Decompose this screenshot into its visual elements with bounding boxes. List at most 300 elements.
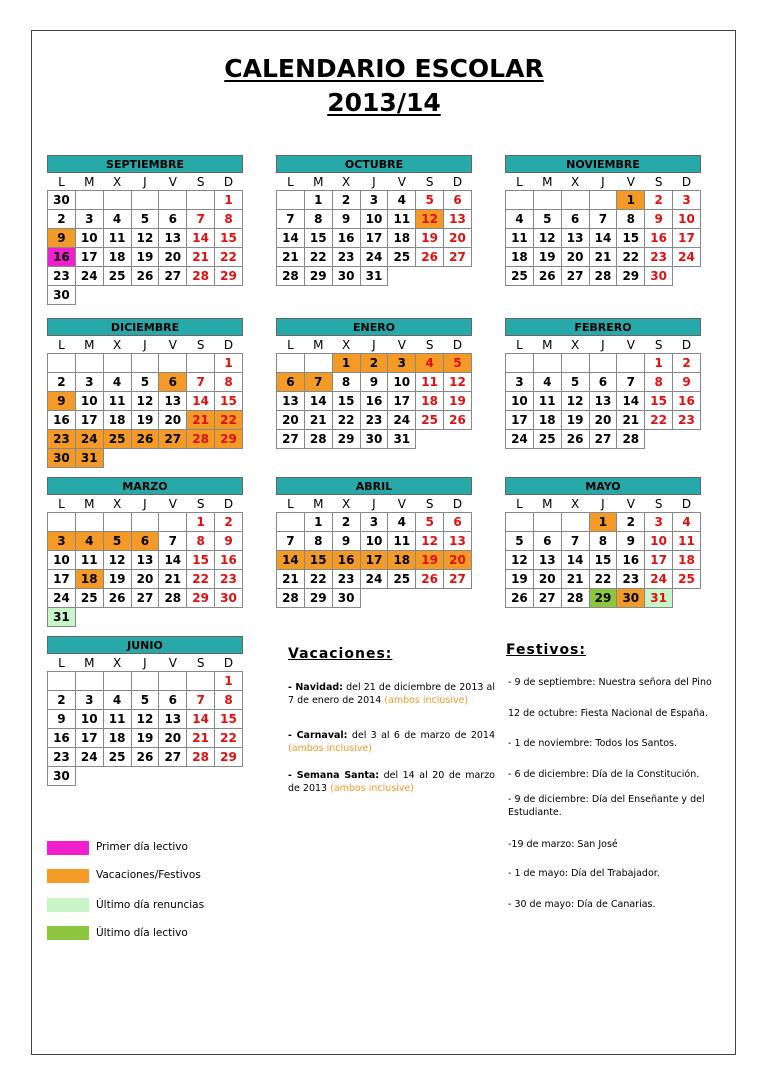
day-cell: 10	[506, 392, 534, 411]
legend-swatch-renunciations	[47, 898, 89, 912]
day-cell	[589, 354, 617, 373]
day-cell: 6	[444, 513, 472, 532]
day-cell: 18	[103, 248, 131, 267]
day-cell: 20	[561, 248, 589, 267]
day-cell	[131, 354, 159, 373]
day-cell: 30	[48, 286, 76, 305]
month-table	[276, 155, 472, 286]
month-header: NOVIEMBRE	[506, 156, 701, 173]
day-cell: 14	[304, 392, 332, 411]
day-cell: 1	[589, 513, 617, 532]
weekday-label: D	[681, 496, 692, 511]
day-cell: 6	[277, 373, 305, 392]
weekday-label: J	[372, 496, 376, 511]
day-cell: 26	[506, 589, 534, 608]
day-cell: 29	[215, 430, 243, 449]
weekday-label: X	[570, 174, 580, 189]
day-cell: 9	[360, 373, 388, 392]
vacaciones-navidad: - Navidad: del 21 de diciembre de 2013 al 7 de enero de 2014 (ambos inclusive)	[288, 682, 495, 706]
weekday-label: L	[287, 337, 294, 352]
festivo-item: - 6 de diciembre: Día de la Constitución.	[508, 769, 700, 780]
day-cell: 12	[561, 392, 589, 411]
day-cell: 27	[444, 248, 472, 267]
day-cell: 28	[187, 748, 215, 767]
day-cell: 23	[48, 267, 76, 286]
day-cell: 13	[589, 392, 617, 411]
day-cell: 17	[388, 392, 416, 411]
day-cell: 8	[645, 373, 673, 392]
weekday-label: M	[84, 655, 95, 670]
month-febrero	[505, 318, 701, 449]
day-cell: 4	[103, 691, 131, 710]
day-cell: 23	[215, 570, 243, 589]
weekday-label: V	[168, 174, 177, 189]
weekday-label: L	[58, 655, 65, 670]
weekday-label: S	[196, 655, 205, 670]
day-cell: 4	[416, 354, 444, 373]
day-cell: 25	[75, 589, 103, 608]
day-cell: 14	[589, 229, 617, 248]
weekday-label: D	[223, 337, 234, 352]
day-cell: 1	[187, 513, 215, 532]
day-cell: 31	[48, 608, 76, 627]
day-cell: 3	[48, 532, 76, 551]
weekday-label: M	[84, 174, 95, 189]
day-cell: 12	[131, 229, 159, 248]
day-cell: 5	[103, 532, 131, 551]
day-cell: 16	[48, 729, 76, 748]
day-cell: 7	[561, 532, 589, 551]
day-cell: 17	[75, 729, 103, 748]
day-cell: 10	[48, 551, 76, 570]
day-cell: 3	[360, 191, 388, 210]
day-cell	[444, 430, 472, 449]
day-cell: 15	[215, 229, 243, 248]
weekday-label: X	[112, 174, 122, 189]
day-cell	[187, 286, 215, 305]
month-septiembre	[47, 155, 243, 305]
day-cell: 5	[533, 210, 561, 229]
weekday-label: D	[681, 337, 692, 352]
day-cell: 13	[444, 532, 472, 551]
day-cell: 8	[215, 691, 243, 710]
day-cell: 24	[75, 748, 103, 767]
day-cell: 14	[187, 392, 215, 411]
weekday-label: S	[196, 174, 205, 189]
day-cell: 17	[506, 411, 534, 430]
day-cell: 19	[131, 248, 159, 267]
day-cell: 7	[187, 210, 215, 229]
day-cell: 30	[48, 767, 76, 786]
day-cell: 18	[388, 229, 416, 248]
day-cell: 12	[131, 392, 159, 411]
day-cell: 10	[388, 373, 416, 392]
month-octubre	[276, 155, 472, 286]
day-cell: 14	[617, 392, 645, 411]
day-cell: 31	[75, 449, 103, 468]
day-cell: 18	[533, 411, 561, 430]
day-cell: 8	[304, 210, 332, 229]
day-cell: 29	[304, 267, 332, 286]
weekday-label: S	[196, 337, 205, 352]
weekday-label: J	[143, 174, 147, 189]
day-cell	[75, 354, 103, 373]
day-cell	[103, 286, 131, 305]
legend-swatch-vacation	[47, 869, 89, 883]
day-cell: 12	[103, 551, 131, 570]
festivos-title: Festivos:	[506, 642, 586, 658]
day-cell: 16	[48, 411, 76, 430]
weekday-label: J	[372, 174, 376, 189]
day-cell: 3	[75, 691, 103, 710]
weekday-label: L	[58, 496, 65, 511]
day-cell: 18	[103, 411, 131, 430]
day-cell: 7	[277, 210, 305, 229]
weekday-label: L	[287, 174, 294, 189]
day-cell	[617, 354, 645, 373]
day-cell	[75, 286, 103, 305]
day-cell	[131, 449, 159, 468]
day-cell	[561, 513, 589, 532]
weekday-label: M	[313, 496, 324, 511]
day-cell: 13	[533, 551, 561, 570]
day-cell: 27	[444, 570, 472, 589]
weekday-label: S	[654, 337, 663, 352]
day-cell: 4	[103, 210, 131, 229]
festivo-item: 12 de octubre: Fiesta Nacional de España.	[508, 708, 709, 719]
day-cell: 15	[215, 392, 243, 411]
month-table	[505, 155, 701, 286]
day-cell: 15	[332, 392, 360, 411]
day-cell: 22	[215, 729, 243, 748]
day-cell: 6	[444, 191, 472, 210]
month-abril	[276, 477, 472, 608]
day-cell: 3	[506, 373, 534, 392]
day-cell: 6	[159, 210, 187, 229]
day-cell: 2	[332, 513, 360, 532]
day-cell: 8	[332, 373, 360, 392]
day-cell: 4	[75, 532, 103, 551]
legend-swatch-last-day	[47, 926, 89, 940]
day-cell: 19	[131, 411, 159, 430]
weekday-label: L	[58, 174, 65, 189]
day-cell: 10	[75, 710, 103, 729]
day-cell: 27	[589, 430, 617, 449]
day-cell	[103, 672, 131, 691]
weekday-label: J	[601, 496, 605, 511]
weekday-label: J	[601, 174, 605, 189]
day-cell: 11	[506, 229, 534, 248]
day-cell	[561, 354, 589, 373]
month-header: SEPTIEMBRE	[48, 156, 243, 173]
day-cell: 15	[645, 392, 673, 411]
day-cell: 13	[159, 229, 187, 248]
day-cell: 22	[332, 411, 360, 430]
weekday-label: X	[570, 496, 580, 511]
day-cell: 3	[388, 354, 416, 373]
day-cell	[103, 513, 131, 532]
day-cell: 2	[673, 354, 701, 373]
day-cell: 2	[645, 191, 673, 210]
day-cell: 10	[360, 532, 388, 551]
day-cell: 14	[277, 229, 305, 248]
day-cell: 22	[617, 248, 645, 267]
day-cell: 2	[48, 691, 76, 710]
day-cell: 12	[131, 710, 159, 729]
day-cell	[444, 589, 472, 608]
day-cell: 13	[131, 551, 159, 570]
day-cell: 3	[360, 513, 388, 532]
month-diciembre	[47, 318, 243, 468]
day-cell: 27	[561, 267, 589, 286]
weekday-label: M	[313, 337, 324, 352]
weekday-label: D	[223, 655, 234, 670]
day-cell: 9	[332, 210, 360, 229]
month-junio	[47, 636, 243, 786]
day-cell	[103, 767, 131, 786]
weekday-label: X	[112, 337, 122, 352]
day-cell: 21	[187, 248, 215, 267]
day-cell: 13	[561, 229, 589, 248]
day-cell: 7	[589, 210, 617, 229]
day-cell: 26	[533, 267, 561, 286]
day-cell	[215, 767, 243, 786]
day-cell: 28	[561, 589, 589, 608]
weekday-label: S	[425, 174, 434, 189]
month-enero	[276, 318, 472, 449]
day-cell: 10	[75, 229, 103, 248]
day-cell: 23	[360, 411, 388, 430]
day-cell: 21	[187, 729, 215, 748]
day-cell: 27	[159, 430, 187, 449]
month-header: ENERO	[277, 319, 472, 336]
day-cell: 28	[277, 267, 305, 286]
day-cell: 30	[617, 589, 645, 608]
weekday-label: S	[654, 496, 663, 511]
day-cell	[75, 513, 103, 532]
day-cell: 17	[360, 551, 388, 570]
month-table	[47, 318, 243, 468]
day-cell	[444, 267, 472, 286]
day-cell: 15	[304, 229, 332, 248]
day-cell: 2	[215, 513, 243, 532]
day-cell: 24	[360, 248, 388, 267]
day-cell: 26	[416, 570, 444, 589]
day-cell: 25	[103, 430, 131, 449]
day-cell: 15	[589, 551, 617, 570]
day-cell: 31	[388, 430, 416, 449]
day-cell	[131, 672, 159, 691]
weekday-label: V	[626, 496, 635, 511]
day-cell: 8	[589, 532, 617, 551]
day-cell: 20	[131, 570, 159, 589]
day-cell: 14	[187, 710, 215, 729]
day-cell: 16	[332, 229, 360, 248]
day-cell: 24	[48, 589, 76, 608]
day-cell: 16	[617, 551, 645, 570]
day-cell: 20	[444, 551, 472, 570]
day-cell: 16	[332, 551, 360, 570]
day-cell: 14	[187, 229, 215, 248]
day-cell: 31	[645, 589, 673, 608]
weekday-label: X	[341, 337, 351, 352]
month-header: OCTUBRE	[277, 156, 472, 173]
day-cell: 11	[103, 229, 131, 248]
day-cell: 12	[506, 551, 534, 570]
day-cell: 21	[561, 570, 589, 589]
day-cell: 5	[416, 191, 444, 210]
festivo-item: - 9 de diciembre: Día del Enseñante y del Estudiante.	[508, 794, 705, 818]
day-cell: 9	[48, 229, 76, 248]
day-cell	[103, 191, 131, 210]
day-cell	[159, 449, 187, 468]
day-cell: 1	[617, 191, 645, 210]
day-cell: 30	[215, 589, 243, 608]
weekday-label: M	[542, 337, 553, 352]
day-cell: 24	[388, 411, 416, 430]
weekday-label: L	[58, 337, 65, 352]
day-cell	[75, 767, 103, 786]
day-cell: 2	[617, 513, 645, 532]
month-marzo	[47, 477, 243, 627]
weekday-label: J	[372, 337, 376, 352]
day-cell	[360, 589, 388, 608]
day-cell: 27	[277, 430, 305, 449]
day-cell: 23	[332, 570, 360, 589]
day-cell: 28	[589, 267, 617, 286]
day-cell: 18	[103, 729, 131, 748]
day-cell: 13	[444, 210, 472, 229]
day-cell: 23	[332, 248, 360, 267]
day-cell: 2	[48, 373, 76, 392]
day-cell: 26	[561, 430, 589, 449]
day-cell: 24	[645, 570, 673, 589]
weekday-label: V	[168, 496, 177, 511]
day-cell: 19	[103, 570, 131, 589]
weekday-label: L	[287, 496, 294, 511]
day-cell: 13	[277, 392, 305, 411]
day-cell	[103, 449, 131, 468]
day-cell	[215, 608, 243, 627]
vacaciones-carnaval: - Carnaval: del 3 al 6 de marzo de 2014 (ambos inclusive)	[288, 730, 495, 754]
day-cell: 17	[48, 570, 76, 589]
weekday-label: V	[397, 174, 406, 189]
day-cell	[48, 354, 76, 373]
day-cell	[416, 589, 444, 608]
weekday-label: V	[626, 174, 635, 189]
day-cell: 10	[673, 210, 701, 229]
day-cell: 29	[332, 430, 360, 449]
day-cell: 9	[332, 532, 360, 551]
day-cell	[159, 354, 187, 373]
day-cell: 24	[360, 570, 388, 589]
day-cell	[416, 267, 444, 286]
day-cell: 5	[131, 210, 159, 229]
weekday-label: M	[84, 337, 95, 352]
day-cell: 9	[48, 710, 76, 729]
day-cell: 19	[561, 411, 589, 430]
day-cell: 21	[187, 411, 215, 430]
day-cell: 18	[506, 248, 534, 267]
page-subtitle: 2013/14	[327, 88, 441, 117]
day-cell	[533, 354, 561, 373]
day-cell	[277, 191, 305, 210]
day-cell: 19	[416, 551, 444, 570]
weekday-label: J	[143, 655, 147, 670]
day-cell: 12	[444, 373, 472, 392]
weekday-label: M	[313, 174, 324, 189]
day-cell: 1	[215, 354, 243, 373]
day-cell: 2	[332, 191, 360, 210]
weekday-label: J	[143, 496, 147, 511]
day-cell: 4	[388, 513, 416, 532]
day-cell: 1	[645, 354, 673, 373]
day-cell: 7	[159, 532, 187, 551]
day-cell: 30	[332, 267, 360, 286]
day-cell: 19	[506, 570, 534, 589]
day-cell: 19	[533, 248, 561, 267]
day-cell: 14	[561, 551, 589, 570]
day-cell: 24	[673, 248, 701, 267]
weekday-label: X	[341, 174, 351, 189]
day-cell: 1	[215, 191, 243, 210]
weekday-label: D	[223, 174, 234, 189]
day-cell: 29	[589, 589, 617, 608]
day-cell: 20	[159, 411, 187, 430]
day-cell: 11	[388, 532, 416, 551]
day-cell: 3	[673, 191, 701, 210]
weekday-label: L	[516, 496, 523, 511]
month-table	[276, 318, 472, 449]
day-cell: 23	[48, 430, 76, 449]
day-cell	[48, 672, 76, 691]
day-cell: 22	[187, 570, 215, 589]
weekday-label: V	[626, 337, 635, 352]
day-cell	[187, 608, 215, 627]
day-cell: 16	[48, 248, 76, 267]
day-cell: 7	[304, 373, 332, 392]
month-table	[505, 477, 701, 608]
day-cell: 3	[75, 373, 103, 392]
day-cell	[48, 513, 76, 532]
month-header: MARZO	[48, 478, 243, 495]
day-cell: 16	[215, 551, 243, 570]
day-cell: 5	[506, 532, 534, 551]
day-cell: 4	[506, 210, 534, 229]
day-cell: 16	[645, 229, 673, 248]
day-cell	[673, 430, 701, 449]
day-cell: 29	[187, 589, 215, 608]
day-cell: 28	[187, 267, 215, 286]
day-cell: 11	[75, 551, 103, 570]
weekday-label: X	[341, 496, 351, 511]
day-cell: 20	[159, 248, 187, 267]
weekday-label: L	[516, 337, 523, 352]
day-cell: 11	[103, 710, 131, 729]
day-cell	[159, 286, 187, 305]
day-cell: 27	[533, 589, 561, 608]
day-cell: 5	[561, 373, 589, 392]
day-cell: 2	[48, 210, 76, 229]
day-cell: 29	[215, 748, 243, 767]
day-cell: 8	[215, 210, 243, 229]
day-cell: 18	[416, 392, 444, 411]
day-cell: 17	[75, 248, 103, 267]
day-cell	[215, 449, 243, 468]
day-cell: 25	[103, 748, 131, 767]
day-cell	[159, 672, 187, 691]
festivo-item: - 1 de noviembre: Todos los Santos.	[508, 738, 678, 749]
